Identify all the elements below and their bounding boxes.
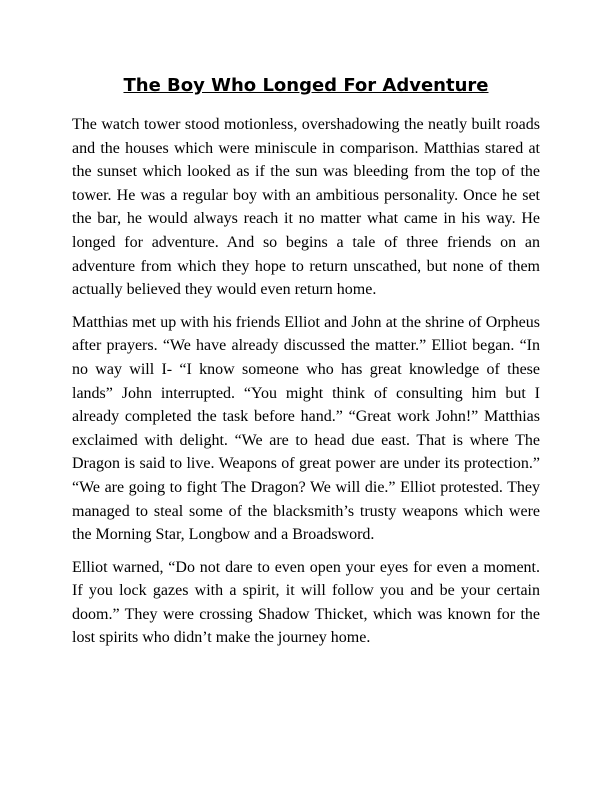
paragraph-3: Elliot warned, “Do not dare to even open your eyes for even a moment. If you lock gazes with a spirit, it will follow you and be your certain doom.” They were crossing Shadow Thicket, which was known for the lost spirits who didn’t make the journey home. <box>72 558 540 647</box>
story-body <box>72 113 540 659</box>
paragraph-1: The watch tower stood motionless, overshadowing the neatly built roads and the houses which were miniscule in comparison. Matthias stared at the sunset which looked as if the sun was bleeding from the top of the tower. He was a regular boy with an ambitious personality. Once he set the bar, he would always reach it no matter what came in his way. He longed for adventure. And so begins a tale of three friends on an adventure from which they hope to return unscathed, but none of them actually believed they would even return home. <box>72 116 540 299</box>
page-title: The Boy Who Longed For Adventure <box>123 75 489 96</box>
paragraph-2: Matthias met up with his friends Elliot and John at the shrine of Orpheus after prayers. “We have already discussed the matter.” Elliot began. “In no way will I- “I know someone who has great knowledge of these lands” John interrupted. “You might think of consulting him but I already completed the task before hand.” “Great work John!” Matthias exclaimed with delight. “We are to head due east. That is where The Dragon is said to live. Weapons of great power are under its protection.” “We are going to fight The Dragon? We will die.” Elliot protested. They managed to steal some of the blacksmith’s trusty weapons which were the Morning Star, Longbow and a Broadsword. <box>72 313 540 544</box>
